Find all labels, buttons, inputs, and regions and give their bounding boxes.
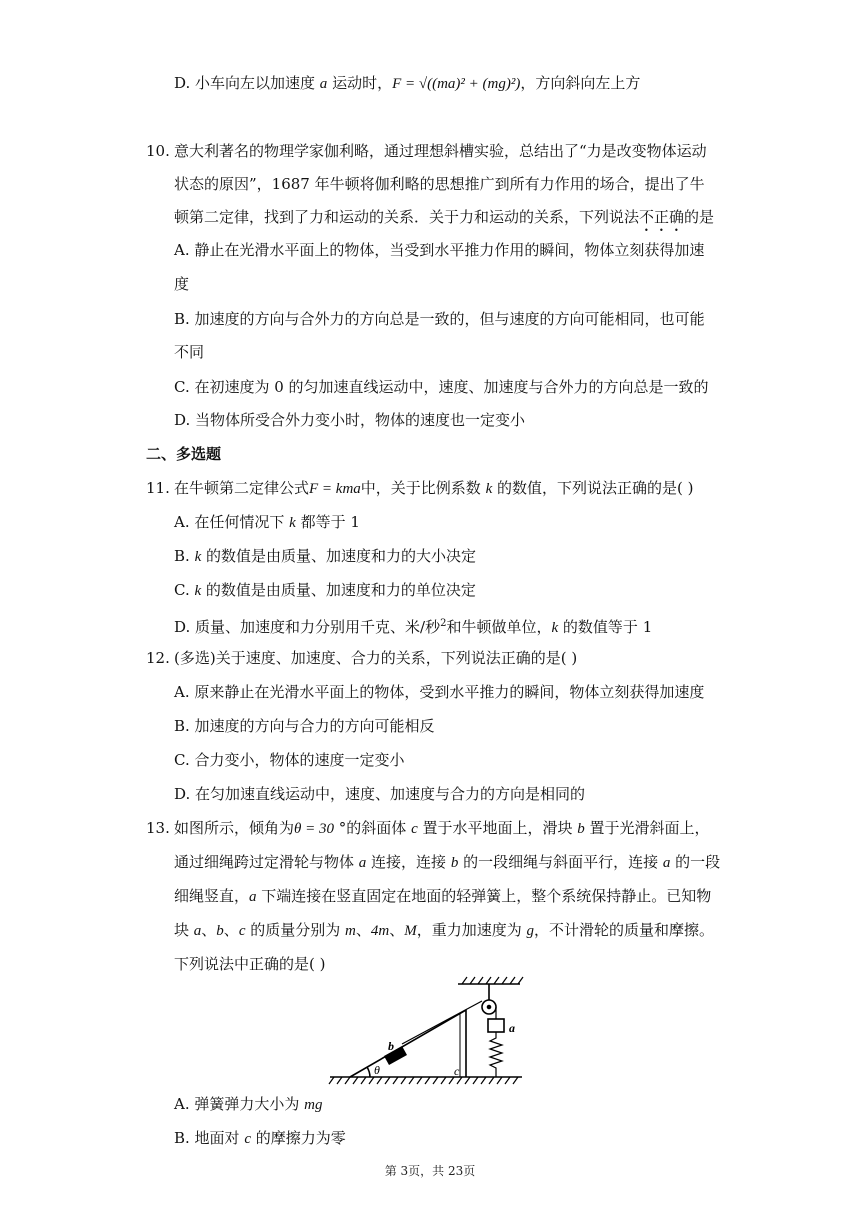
text: °的斜面体 <box>334 819 412 837</box>
ground-hatch <box>329 1077 518 1084</box>
text: ，重力加速度为 <box>416 921 527 939</box>
q10-stem-line2: 状态的原因”，1687 年牛顿将伽利略的思想推广到所有力作用的场合，提出了牛 <box>174 175 705 193</box>
text: 下端连接在竖直固定在地面的轻弹簧上，整个系统保持静止。已知物 <box>256 887 712 905</box>
section-title: 二、多选题 <box>146 445 222 463</box>
var-k: k <box>194 583 202 599</box>
text: 的数值是由质量、加速度和力的单位决定 <box>201 581 476 599</box>
text: 连接，连接 <box>366 853 451 871</box>
text: 运动时， <box>327 74 393 92</box>
label-b: b <box>388 1039 394 1053</box>
text: 、 <box>223 921 239 939</box>
q10-option-b-cont: 不同 <box>174 343 205 361</box>
text: 的数值，下列说法正确的是( ) <box>492 479 694 497</box>
q13-stem-line1 <box>174 818 710 839</box>
q13-stem-line2 <box>174 852 720 873</box>
q10-option-c: C. 在初速度为 0 的匀加速直线运动中，速度、加速度与合外力的方向总是一致的 <box>174 378 709 396</box>
text: 在牛顿第二定律公式 <box>174 479 310 497</box>
var-M: M <box>404 923 417 939</box>
text: 、 <box>355 921 371 939</box>
q10-stem-line3 <box>174 207 714 235</box>
q10-number: 10. <box>146 142 170 160</box>
formula: θ = 30 <box>294 821 335 837</box>
var-c: c <box>411 821 418 837</box>
q11-option-d <box>174 614 652 638</box>
emphasis-text: 不正确 <box>639 208 685 226</box>
q13-stem-line4 <box>174 920 714 941</box>
text: 通过细绳跨过定滑轮与物体 <box>174 853 359 871</box>
q12-option-a: A. 原来静止在光滑水平面上的物体，受到水平推力的瞬间，物体立刻获得加速度 <box>174 683 705 701</box>
q13-option-a <box>174 1094 322 1115</box>
var-a: a <box>193 923 202 939</box>
text: 的数值是由质量、加速度和力的大小决定 <box>201 547 477 565</box>
pulley-axle <box>488 1006 491 1009</box>
text: A. 在任何情况下 <box>174 513 290 531</box>
q11-number: 11. <box>146 479 170 497</box>
text: 的数值等于 1 <box>558 618 653 636</box>
q12-stem: (多选)关于速度、加速度、合力的关系，下列说法正确的是( ) <box>174 649 578 667</box>
label-c: c <box>454 1064 460 1078</box>
q11-option-b <box>174 546 476 567</box>
text: C. <box>174 581 195 599</box>
formula: F = √((ma)² + (mg)²) <box>392 76 521 92</box>
rope-incline <box>402 1001 482 1044</box>
var-a: a <box>358 855 367 871</box>
text: 块 <box>174 921 194 939</box>
text: A. 弹簧弹力大小为 <box>174 1095 305 1113</box>
q13-figure <box>328 974 524 1086</box>
var-b: b <box>450 855 459 871</box>
text: 的摩擦力为零 <box>251 1129 346 1147</box>
text: 的一段细绳与斜面平行，连接 <box>458 853 663 871</box>
text: 置于水平地面上，滑块 <box>417 819 578 837</box>
q11-option-c <box>174 580 476 601</box>
text: D. 质量、加速度和力分别用千克、米/秒 <box>174 618 441 636</box>
text: B. 地面对 <box>174 1129 245 1147</box>
text: 中，关于比例系数 <box>360 479 486 497</box>
block-a <box>488 1019 504 1032</box>
label-theta: θ <box>374 1063 380 1077</box>
var-b: b <box>577 821 585 837</box>
q12-option-d: D. 在匀加速直线运动中，速度、加速度与合力的方向是相同的 <box>174 785 586 803</box>
text: 、 <box>201 921 217 939</box>
var-a: a <box>319 76 328 92</box>
var-mg: mg <box>304 1097 323 1113</box>
angle-arc <box>367 1067 370 1077</box>
text: 的是 <box>684 208 715 226</box>
text: 置于光滑斜面上， <box>584 819 710 837</box>
formula: F = kma <box>309 481 361 497</box>
var-a: a <box>662 855 671 871</box>
q10-option-d: D. 当物体所受合外力变小时，物体的速度也一定变小 <box>174 411 526 429</box>
text: B. <box>174 547 195 565</box>
var-c: c <box>244 1131 251 1147</box>
q10-stem-line1: 意大利著名的物理学家伽利略，通过理想斜槽实验，总结出了“力是改变物体运动 <box>174 142 707 160</box>
label-a: a <box>509 1021 515 1035</box>
ceiling-hatch <box>462 977 523 984</box>
q13-option-b <box>174 1128 346 1149</box>
text: 顿第二定律，找到了力和运动的关系．关于力和运动的关系，下列说法 <box>174 208 640 226</box>
q12-number: 12. <box>146 649 170 667</box>
var-a: a <box>249 889 257 905</box>
superscript: 2 <box>440 618 447 629</box>
q13-number: 13. <box>146 819 170 837</box>
var-k: k <box>551 620 559 636</box>
page-footer: 第 3页，共 23页 <box>384 1164 476 1178</box>
var-k: k <box>289 515 296 531</box>
text: 如图所示，倾角为 <box>174 819 295 837</box>
q10-option-a: A. 静止在光滑水平面上的物体，当受到水平推力作用的瞬间，物体立刻获得加速 <box>174 241 705 259</box>
text: 的一段 <box>670 853 721 871</box>
var-g: g <box>526 923 535 939</box>
var-k: k <box>485 481 493 497</box>
text: 都等于 1 <box>295 513 360 531</box>
var-c: c <box>238 923 246 939</box>
q12-option-b: B. 加速度的方向与合力的方向可能相反 <box>174 717 435 735</box>
text: D. 小车向左以加速度 <box>174 74 320 92</box>
text: 和牛顿做单位， <box>446 618 552 636</box>
var-4m: 4m <box>370 923 390 939</box>
q9-option-d <box>174 73 640 94</box>
spring <box>490 1032 502 1077</box>
q12-option-c: C. 合力变小，物体的速度一定变小 <box>174 751 405 769</box>
text: 、 <box>389 921 405 939</box>
text: ，方向斜向左上方 <box>520 74 641 92</box>
text: 细绳竖直， <box>174 887 250 905</box>
q11-option-a <box>174 512 360 533</box>
var-m: m <box>345 923 356 939</box>
text: ，不计滑轮的质量和摩擦。 <box>534 921 715 939</box>
q10-option-b: B. 加速度的方向与合外力的方向总是一致的，但与速度的方向可能相同，也可能 <box>174 310 705 328</box>
q13-stem-line3 <box>174 886 711 907</box>
q10-option-a-cont: 度 <box>174 275 190 293</box>
var-k: k <box>194 549 202 565</box>
q13-stem-line5: 下列说法中正确的是( ) <box>174 955 326 973</box>
q11-stem <box>174 478 694 499</box>
text: 的质量分别为 <box>245 921 346 939</box>
var-b: b <box>216 923 224 939</box>
